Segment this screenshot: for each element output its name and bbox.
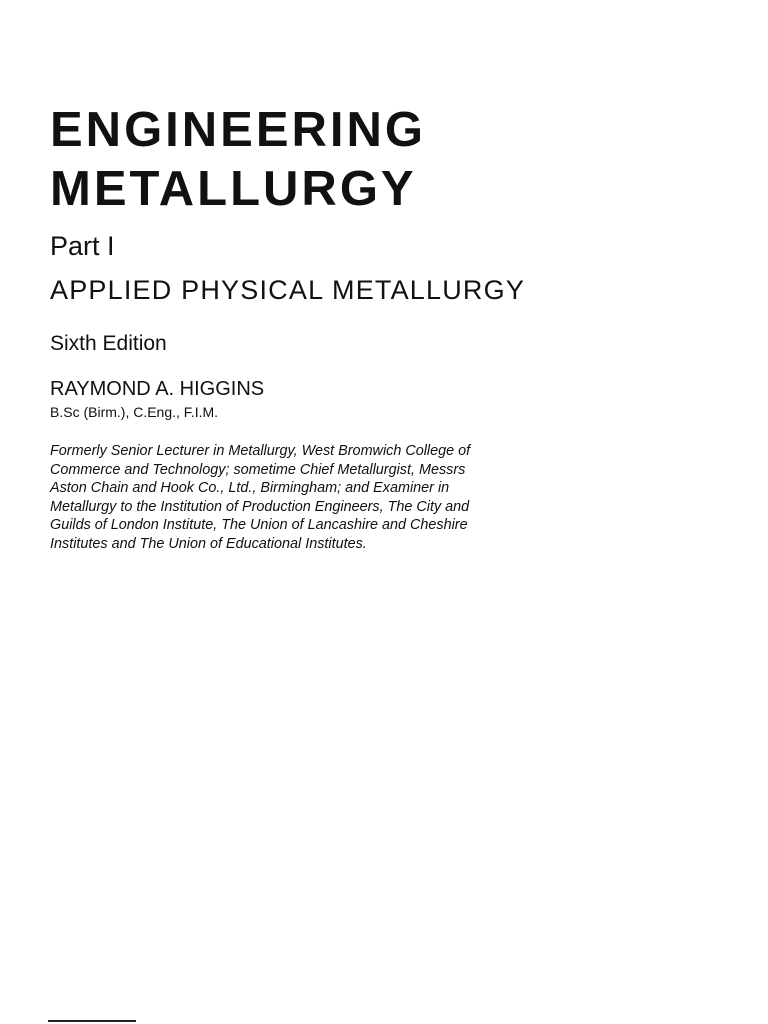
- book-title-line-2: METALLURGY: [50, 162, 417, 216]
- author-name: RAYMOND A. HIGGINS: [50, 378, 265, 400]
- edition-label: Sixth Edition: [50, 332, 167, 355]
- biography-line: Aston Chain and Hook Co., Ltd., Birmingham; and Examiner in: [50, 480, 450, 497]
- footer-rule: [48, 1020, 136, 1022]
- biography-line: Metallurgy to the Institution of Production Engineers, The City and: [50, 498, 470, 515]
- book-subtitle: APPLIED PHYSICAL METALLURGY: [50, 275, 526, 305]
- biography-line: Commerce and Technology; sometime Chief Metallurgist, Messrs: [50, 461, 466, 478]
- biography-line: Institutes and The Union of Educational Institutes.: [50, 535, 367, 552]
- author-biography: [50, 442, 550, 554]
- author-credentials: B.Sc (Birm.), C.Eng., F.I.M.: [50, 404, 219, 420]
- part-label: Part I: [50, 231, 115, 261]
- biography-line: Formerly Senior Lecturer in Metallurgy, West Bromwich College of: [50, 443, 471, 459]
- biography-line: Guilds of London Institute, The Union of Lancashire and Cheshire: [50, 517, 468, 534]
- book-title-line-1: ENGINEERING: [50, 103, 427, 157]
